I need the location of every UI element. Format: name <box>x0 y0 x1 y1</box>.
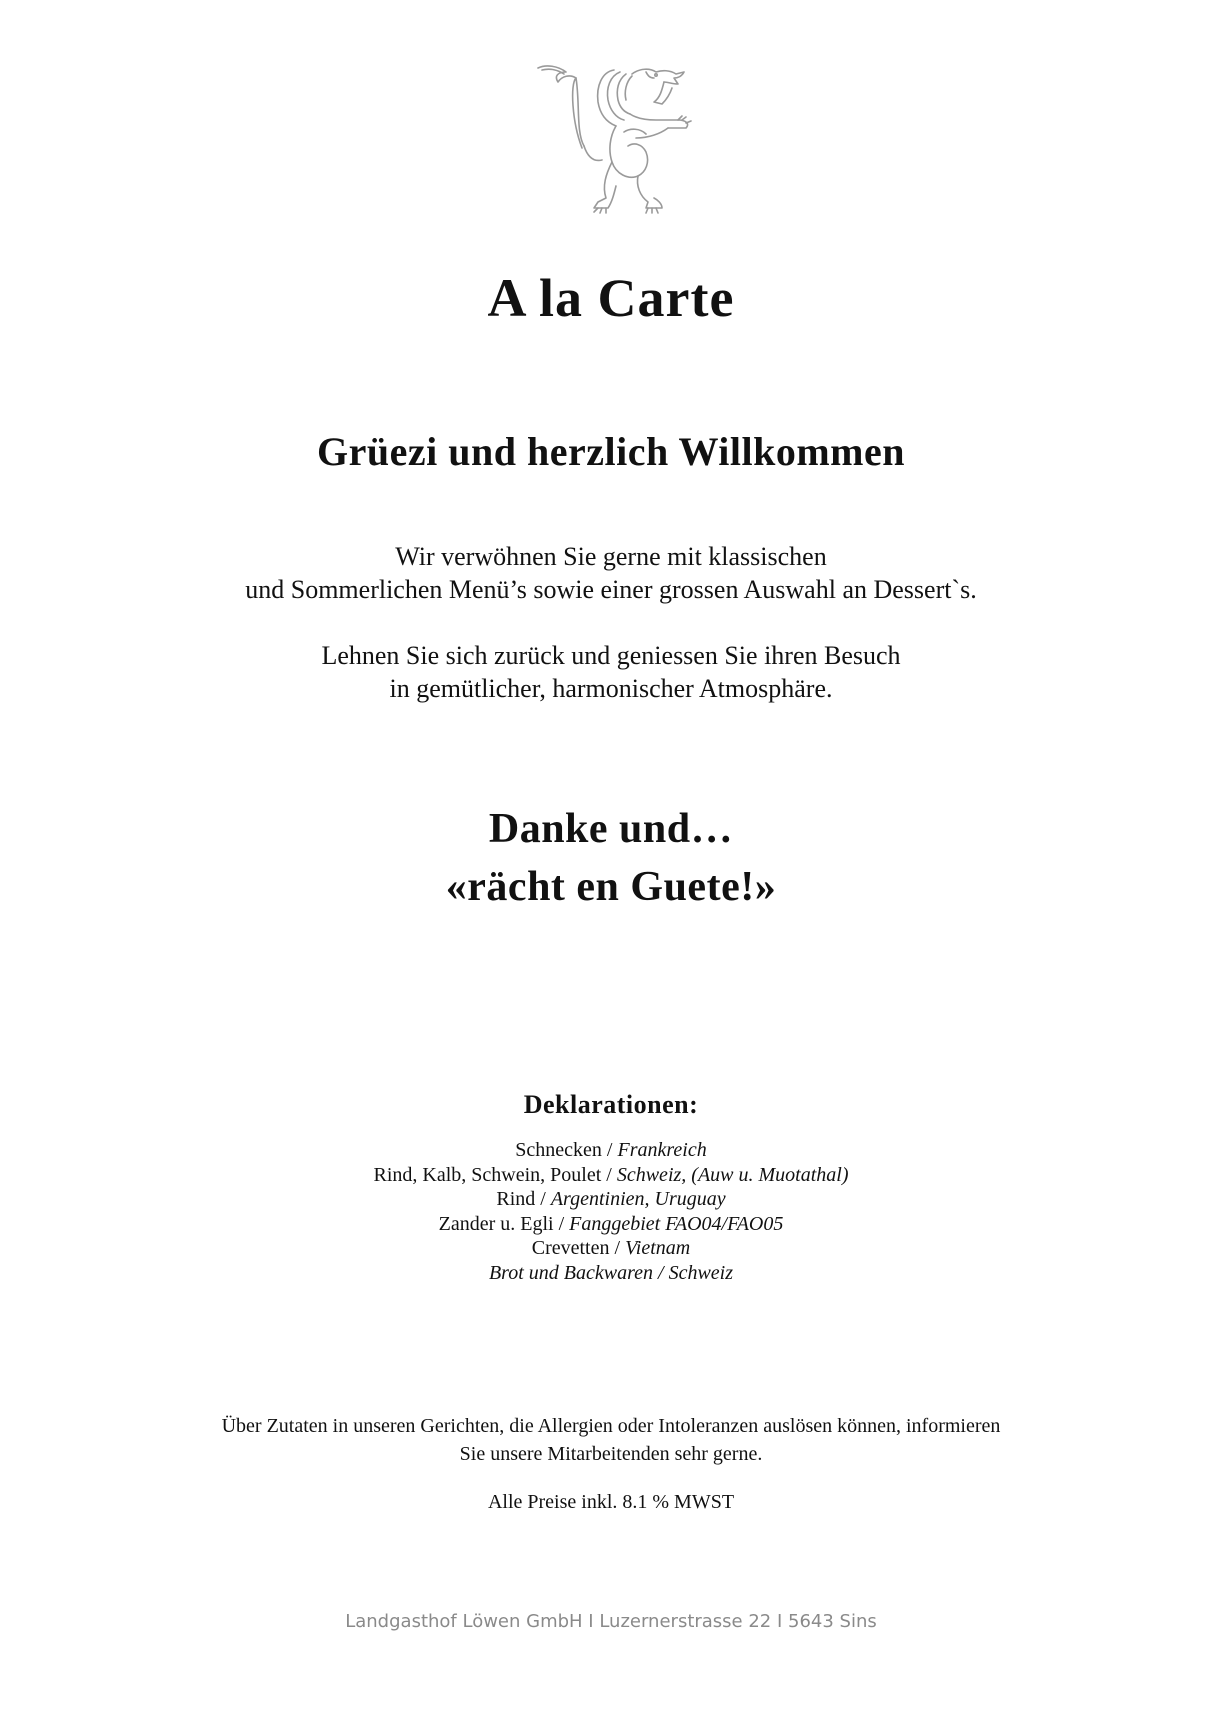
greeting-heading: Grüezi und herzlich Willkommen <box>317 429 905 474</box>
declaration-item: Schnecken / Frankreich <box>515 1139 707 1161</box>
declaration-item: Crevetten / Vietnam <box>531 1237 691 1260</box>
intro-paragraph <box>0 639 1222 705</box>
declaration-item: Rind / Argentinien, Uruguay <box>496 1188 726 1211</box>
intro-paragraph <box>0 540 1222 606</box>
price-note: Alle Preise inkl. 8.1 % MWST <box>487 1491 735 1513</box>
intro-line: Lehnen Sie sich zurück und geniessen Sie ihren Besuch <box>321 641 901 670</box>
intro-line: und Sommerlichen Menü’s sowie einer grossen Auswahl an Dessert`s. <box>245 575 977 604</box>
rampant-lion-icon <box>536 62 716 222</box>
notice-line: Sie unsere Mitarbeitenden sehr gerne. <box>459 1443 763 1465</box>
intro-text <box>0 540 1222 705</box>
closing-line-1: Danke und… <box>488 806 734 852</box>
declaration-item: Brot und Backwaren / Schweiz <box>488 1261 734 1284</box>
declaration-item: Zander u. Egli / Fanggebiet FAO04/FAO05 <box>438 1212 784 1235</box>
intro-line: Wir verwöhnen Sie gerne mit klassischen <box>395 542 827 571</box>
notice-line: Über Zutaten in unseren Gerichten, die Allergien oder Intoleranzen auslösen können, informieren <box>221 1415 1001 1437</box>
page-title: A la Carte <box>487 268 735 328</box>
declaration-item: Rind, Kalb, Schwein, Poulet / Schweiz, (Auw u. Muotathal) <box>373 1163 849 1186</box>
declarations-list <box>0 1138 1222 1286</box>
closing-heading <box>0 800 1222 916</box>
declarations-heading: Deklarationen: <box>523 1090 699 1119</box>
closing-line-2: «rächt en Guete!» <box>445 864 777 910</box>
address-footer: Landgasthof Löwen GmbH I Luzernerstrasse 22 I 5643 Sins <box>345 1611 877 1632</box>
intro-line: in gemütlicher, harmonischer Atmosphäre. <box>389 674 833 703</box>
allergy-notice <box>0 1412 1222 1468</box>
